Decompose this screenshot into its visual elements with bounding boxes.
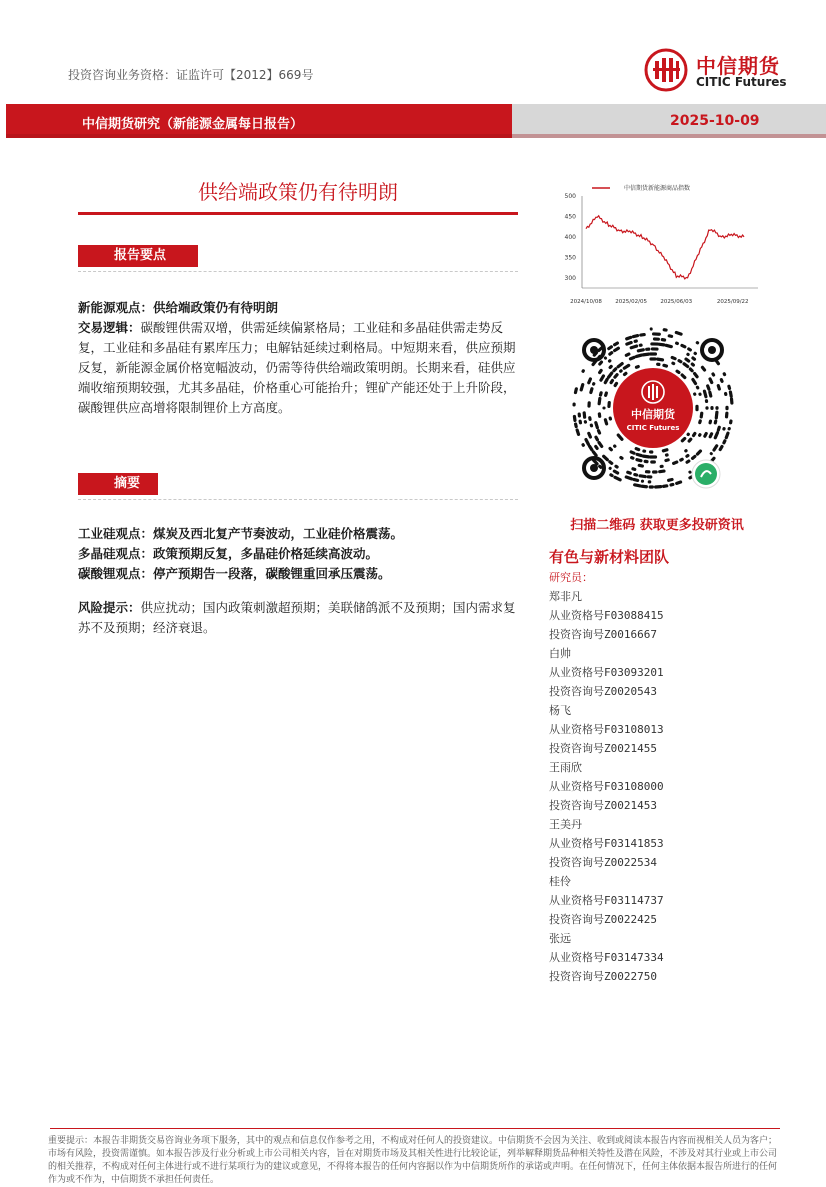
y-tick-label: 350 <box>564 254 576 262</box>
logo-cn: 中信期货 <box>696 54 780 78</box>
member-cert: 从业资格号F03108013 <box>549 723 664 736</box>
citic-logo-icon <box>644 48 688 92</box>
team-list <box>549 568 664 986</box>
y-tick-label: 300 <box>564 274 576 282</box>
x-tick-label: 2025/09/22 <box>716 299 749 305</box>
banner-title: 中信期货研究（新能源金属每日报告） <box>82 117 304 132</box>
section-divider <box>78 499 518 500</box>
logic-paragraph <box>78 318 518 418</box>
risk-label: 风险提示： <box>78 600 141 615</box>
disclaimer-text: 重要提示：本报告非期货交易咨询业务项下服务，其中的观点和信息仅作参考之用，不构成对任何人的投资建议。中信期货不会因为关注、收到或阅读本报告内容而视相关人员为客户；市场有风险，投资需谨慎。如本报告涉及行业分析或上市公司相关内容，旨在对期货市场及其相关性进行比较论证，列举解释期货品种相关特性及潜在风险，不涉及对其行业或上市公司的相关推荐，不构成对任何主体进行或不进行某项行为的建议或意见，不得将本报告的任何内容据以作为中信期货所作的承诺或声明。在任何情况下，任何主体依据本报告所进行的任何作为或不作为，中信期货不承担任何责任。 <box>48 1136 778 1185</box>
key-points-tag-label: 报告要点 <box>78 245 198 267</box>
y-tick-label: 450 <box>564 213 576 221</box>
report-date: 2025-10-09 <box>670 113 760 129</box>
mini-program-icon <box>695 463 717 485</box>
member-consult: 投资咨询号Z0022534 <box>549 856 657 869</box>
qr-center-cn: 中信期货 <box>631 408 675 421</box>
member-cert: 从业资格号F03141853 <box>549 837 664 850</box>
logic-label: 交易逻辑： <box>78 320 141 335</box>
y-tick-label: 400 <box>564 233 576 241</box>
summary-item-lithium: 碳酸锂观点：停产预期告一段落，碳酸锂重回承压震荡。 <box>78 566 391 581</box>
report-banner <box>6 104 826 138</box>
report-title: 供给端政策仍有待明朗 <box>198 180 398 204</box>
member-consult: 投资咨询号Z0021455 <box>549 742 657 755</box>
view-line <box>78 298 518 318</box>
banner-gray-block <box>512 104 826 138</box>
member-consult: 投资咨询号Z0020543 <box>549 685 657 698</box>
series-line-new-energy-index <box>586 216 744 279</box>
member-consult: 投资咨询号Z0021453 <box>549 799 657 812</box>
x-tick-label: 2025/06/03 <box>660 299 693 305</box>
banner-shadow <box>6 134 826 138</box>
member-name: 郑非凡 <box>549 590 582 603</box>
key-points-body <box>78 298 518 418</box>
view-text: 供给端政策仍有待明朗 <box>153 300 279 315</box>
member-consult: 投资咨询号Z0022750 <box>549 970 657 983</box>
qr-code-image <box>570 326 736 506</box>
member-cert: 从业资格号F03088415 <box>549 609 664 622</box>
logic-text: 碳酸锂供需双增，供需延续偏紧格局；工业硅和多晶硅供需走势反复，工业硅和多晶硅有累库压力；电解钴延续过剩格局。中短期来看，供应预期反复，新能源金属价格宽幅波动，仍需等待供给端政策明朗。长期来看，硅供应端收缩预期较强，尤其多晶硅，价格重心可能抬升；锂矿产能还处于上升阶段，碳酸锂供应高增将限制锂价上方高度。 <box>78 320 516 415</box>
risk-paragraph <box>78 598 518 638</box>
title-divider <box>78 212 518 215</box>
y-tick-label: 500 <box>564 193 576 200</box>
summary-tag-label: 摘要 <box>78 473 158 495</box>
qr-code[interactable] <box>570 326 736 506</box>
member-name: 杨飞 <box>549 704 571 717</box>
license-text: 投资咨询业务资格：证监许可【2012】669号 <box>68 68 314 82</box>
logo-en: CITIC Futures <box>696 75 787 89</box>
member-name: 桂伶 <box>549 875 571 888</box>
member-consult: 投资咨询号Z0016667 <box>549 628 657 641</box>
member-name: 王美丹 <box>549 818 582 831</box>
x-tick-label: 2024/10/08 <box>570 299 602 305</box>
summary-item-polysilicon: 多晶硅观点：政策预期反复，多晶硅价格延续高波动。 <box>78 546 379 561</box>
summary-tag <box>78 473 518 495</box>
researcher-label: 研究员： <box>549 571 593 584</box>
company-logo <box>644 48 804 92</box>
key-points-tag <box>78 245 518 267</box>
view-label: 新能源观点： <box>78 300 154 315</box>
qr-caption: 扫描二维码 获取更多投研资讯 <box>570 518 744 533</box>
summary-body <box>78 524 518 638</box>
qr-center-en: CITIC Futures <box>626 424 680 432</box>
member-cert: 从业资格号F03114737 <box>549 894 664 907</box>
x-tick-label: 2025/02/05 <box>615 299 647 305</box>
member-cert: 从业资格号F03108000 <box>549 780 664 793</box>
member-name: 张远 <box>549 932 571 945</box>
summary-item-silicon: 工业硅观点：煤炭及西北复产节奏波动，工业硅价格震荡。 <box>78 526 404 541</box>
footer-divider <box>50 1128 780 1129</box>
member-name: 王雨欣 <box>549 761 582 774</box>
index-line-chart <box>548 178 768 308</box>
risk-text: 供应扰动；国内政策刺激超预期；美联储鸽派不及预期；国内需求复苏不及预期；经济衰退。 <box>78 600 516 635</box>
legend-label: 中信期货新能源商品指数 <box>624 185 691 192</box>
member-consult: 投资咨询号Z0022425 <box>549 913 657 926</box>
member-name: 白帅 <box>549 647 571 660</box>
member-cert: 从业资格号F03093201 <box>549 666 664 679</box>
section-divider <box>78 271 518 272</box>
team-title: 有色与新材料团队 <box>549 548 670 566</box>
member-cert: 从业资格号F03147334 <box>549 951 664 964</box>
